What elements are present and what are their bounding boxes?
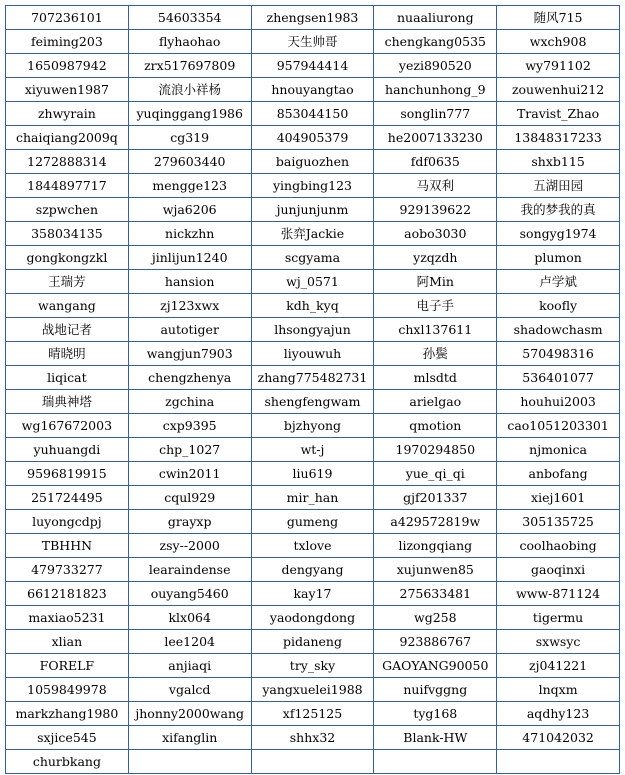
table-cell: gaoqinxi (497, 558, 620, 582)
table-cell: 瑞典神塔 (6, 390, 129, 414)
table-cell: dengyang (251, 558, 374, 582)
table-cell: baiguozhen (251, 150, 374, 174)
table-row (6, 174, 620, 198)
table-cell: 358034135 (6, 222, 129, 246)
table-cell: xujunwen85 (374, 558, 497, 582)
table-cell: cqul929 (128, 486, 251, 510)
table-cell: cao1051203301 (497, 414, 620, 438)
table-cell: 1844897717 (6, 174, 129, 198)
table-cell: wj_0571 (251, 270, 374, 294)
table-cell: zrx517697809 (128, 54, 251, 78)
table-row (6, 78, 620, 102)
table-cell: lnqxm (497, 678, 620, 702)
table-cell: 1650987942 (6, 54, 129, 78)
table-cell: xiyuwen1987 (6, 78, 129, 102)
table-cell: gongkongzkl (6, 246, 129, 270)
table-cell: qmotion (374, 414, 497, 438)
table-cell: 随风715 (497, 6, 620, 30)
table-cell: gumeng (251, 510, 374, 534)
username-grid (5, 5, 619, 774)
table-cell: 1970294850 (374, 438, 497, 462)
table-cell: a429572819w (374, 510, 497, 534)
table-row (6, 30, 620, 54)
table-cell: nuaaliurong (374, 6, 497, 30)
table-row (6, 438, 620, 462)
table-cell: txlove (251, 534, 374, 558)
table-cell: shhx32 (251, 726, 374, 750)
table-row (6, 606, 620, 630)
username-table (5, 5, 620, 774)
table-cell: 1059849978 (6, 678, 129, 702)
table-cell: 404905379 (251, 126, 374, 150)
table-cell: 54603354 (128, 6, 251, 30)
table-cell: 张弈Jackie (251, 222, 374, 246)
table-cell: 923886767 (374, 630, 497, 654)
table-row (6, 678, 620, 702)
table-cell: 929139622 (374, 198, 497, 222)
table-cell: yuhuangdi (6, 438, 129, 462)
table-cell: kay17 (251, 582, 374, 606)
table-row (6, 390, 620, 414)
table-cell: wy791102 (497, 54, 620, 78)
table-row (6, 270, 620, 294)
table-cell: liu619 (251, 462, 374, 486)
table-cell: yangxuelei1988 (251, 678, 374, 702)
table-cell: hnouyangtao (251, 78, 374, 102)
table-cell: jhonny2000wang (128, 702, 251, 726)
table-cell: zsy--2000 (128, 534, 251, 558)
table-cell: yzqzdh (374, 246, 497, 270)
table-cell: 471042032 (497, 726, 620, 750)
table-cell: GAOYANG90050 (374, 654, 497, 678)
table-row (6, 582, 620, 606)
table-row (6, 510, 620, 534)
table-cell: zhwyrain (6, 102, 129, 126)
table-cell: songyg1974 (497, 222, 620, 246)
table-row (6, 654, 620, 678)
table-cell: zhang775482731 (251, 366, 374, 390)
table-cell: arielgao (374, 390, 497, 414)
table-row (6, 222, 620, 246)
table-cell: 天生帅哥 (251, 30, 374, 54)
table-cell: junjunjunm (251, 198, 374, 222)
table-cell: yezi890520 (374, 54, 497, 78)
table-cell: yingbing123 (251, 174, 374, 198)
table-cell (497, 750, 620, 774)
table-row (6, 726, 620, 750)
table-cell: learaindense (128, 558, 251, 582)
table-row (6, 150, 620, 174)
table-cell: scgyama (251, 246, 374, 270)
table-cell: 279603440 (128, 150, 251, 174)
table-cell: 流浪小祥杨 (128, 78, 251, 102)
table-cell: 王瑞芳 (6, 270, 129, 294)
table-cell: chxl137611 (374, 318, 497, 342)
table-cell: 6612181823 (6, 582, 129, 606)
table-cell: autotiger (128, 318, 251, 342)
table-cell: wangjun7903 (128, 342, 251, 366)
table-cell: 孙鬓 (374, 342, 497, 366)
table-cell: vgalcd (128, 678, 251, 702)
table-cell: ouyang5460 (128, 582, 251, 606)
table-row (6, 462, 620, 486)
table-cell: 251724495 (6, 486, 129, 510)
table-cell: wja6206 (128, 198, 251, 222)
table-cell: cg319 (128, 126, 251, 150)
table-cell: shadowchasm (497, 318, 620, 342)
table-cell: cwin2011 (128, 462, 251, 486)
table-cell: xiej1601 (497, 486, 620, 510)
table-cell: zouwenhui212 (497, 78, 620, 102)
table-cell: tyg168 (374, 702, 497, 726)
table-cell: FORELF (6, 654, 129, 678)
table-cell: houhui2003 (497, 390, 620, 414)
table-cell: chengzhenya (128, 366, 251, 390)
table-cell: nickzhn (128, 222, 251, 246)
table-cell: zgchina (128, 390, 251, 414)
table-cell: 305135725 (497, 510, 620, 534)
table-cell: 570498316 (497, 342, 620, 366)
table-cell: xifanglin (128, 726, 251, 750)
table-cell: xlian (6, 630, 129, 654)
table-cell: aqdhy123 (497, 702, 620, 726)
table-cell: mlsdtd (374, 366, 497, 390)
table-cell: wxch908 (497, 30, 620, 54)
table-cell: hansion (128, 270, 251, 294)
table-cell: 马双利 (374, 174, 497, 198)
table-cell: try_sky (251, 654, 374, 678)
table-cell: mengge123 (128, 174, 251, 198)
table-cell: zj041221 (497, 654, 620, 678)
table-cell: grayxp (128, 510, 251, 534)
table-row (6, 198, 620, 222)
table-cell: 275633481 (374, 582, 497, 606)
table-cell: TBHHN (6, 534, 129, 558)
table-cell: 1272888314 (6, 150, 129, 174)
table-row (6, 630, 620, 654)
table-cell: 707236101 (6, 6, 129, 30)
table-cell (374, 750, 497, 774)
table-cell: markzhang1980 (6, 702, 129, 726)
table-cell: songlin777 (374, 102, 497, 126)
table-cell: 五湖田园 (497, 174, 620, 198)
table-cell: yue_qi_qi (374, 462, 497, 486)
table-cell: mir_han (251, 486, 374, 510)
table-cell: gjf201337 (374, 486, 497, 510)
table-cell: sxjice545 (6, 726, 129, 750)
table-row (6, 366, 620, 390)
table-cell (251, 750, 374, 774)
table-row (6, 246, 620, 270)
table-cell: 电子手 (374, 294, 497, 318)
table-cell: aobo3030 (374, 222, 497, 246)
table-cell: 战地记者 (6, 318, 129, 342)
table-cell: lizongqiang (374, 534, 497, 558)
table-cell: feiming203 (6, 30, 129, 54)
table-cell: nuifvggng (374, 678, 497, 702)
table-cell: hanchunhong_9 (374, 78, 497, 102)
table-cell: wt-j (251, 438, 374, 462)
table-cell: flyhaohao (128, 30, 251, 54)
table-cell: 13848317233 (497, 126, 620, 150)
table-cell: chp_1027 (128, 438, 251, 462)
table-row (6, 126, 620, 150)
table-cell: shxb115 (497, 150, 620, 174)
table-cell: coolhaobing (497, 534, 620, 558)
table-cell: yuqinggang1986 (128, 102, 251, 126)
table-cell: cxp9395 (128, 414, 251, 438)
table-row (6, 294, 620, 318)
table-row (6, 342, 620, 366)
table-row (6, 414, 620, 438)
table-cell: 阿Min (374, 270, 497, 294)
table-row (6, 486, 620, 510)
table-cell: xf125125 (251, 702, 374, 726)
table-cell: wangang (6, 294, 129, 318)
table-cell: pidaneng (251, 630, 374, 654)
table-cell: wg167672003 (6, 414, 129, 438)
table-cell: maxiao5231 (6, 606, 129, 630)
table-cell: fdf0635 (374, 150, 497, 174)
table-cell: 卢学斌 (497, 270, 620, 294)
table-row (6, 702, 620, 726)
table-cell: jinlijun1240 (128, 246, 251, 270)
table-cell: shengfengwam (251, 390, 374, 414)
table-cell: 479733277 (6, 558, 129, 582)
table-cell: Blank-HW (374, 726, 497, 750)
table-row (6, 534, 620, 558)
table-body (6, 6, 620, 774)
table-cell: yaodongdong (251, 606, 374, 630)
table-cell: anjiaqi (128, 654, 251, 678)
table-cell: 晴晓明 (6, 342, 129, 366)
table-cell: zj123xwx (128, 294, 251, 318)
table-cell: 我的梦我的真 (497, 198, 620, 222)
table-cell: szpwchen (6, 198, 129, 222)
table-row (6, 6, 620, 30)
table-row (6, 102, 620, 126)
table-cell: 853044150 (251, 102, 374, 126)
table-cell: 536401077 (497, 366, 620, 390)
table-row (6, 558, 620, 582)
table-cell: 957944414 (251, 54, 374, 78)
table-cell: tigermu (497, 606, 620, 630)
table-cell: sxwsyc (497, 630, 620, 654)
table-cell: Travist_Zhao (497, 102, 620, 126)
table-cell: 9596819915 (6, 462, 129, 486)
table-cell: chaiqiang2009q (6, 126, 129, 150)
table-row (6, 750, 620, 774)
table-cell: koofly (497, 294, 620, 318)
table-cell: chengkang0535 (374, 30, 497, 54)
table-cell: zhengsen1983 (251, 6, 374, 30)
table-row (6, 54, 620, 78)
table-cell: klx064 (128, 606, 251, 630)
table-cell: luyongcdpj (6, 510, 129, 534)
table-cell: bjzhyong (251, 414, 374, 438)
table-cell: www-871124 (497, 582, 620, 606)
table-cell (128, 750, 251, 774)
table-cell: lee1204 (128, 630, 251, 654)
table-row (6, 318, 620, 342)
table-cell: kdh_kyq (251, 294, 374, 318)
table-cell: he2007133230 (374, 126, 497, 150)
table-cell: lhsongyajun (251, 318, 374, 342)
table-cell: njmonica (497, 438, 620, 462)
table-cell: liyouwuh (251, 342, 374, 366)
table-cell: churbkang (6, 750, 129, 774)
table-cell: liqicat (6, 366, 129, 390)
table-cell: anbofang (497, 462, 620, 486)
table-cell: plumon (497, 246, 620, 270)
table-cell: wg258 (374, 606, 497, 630)
